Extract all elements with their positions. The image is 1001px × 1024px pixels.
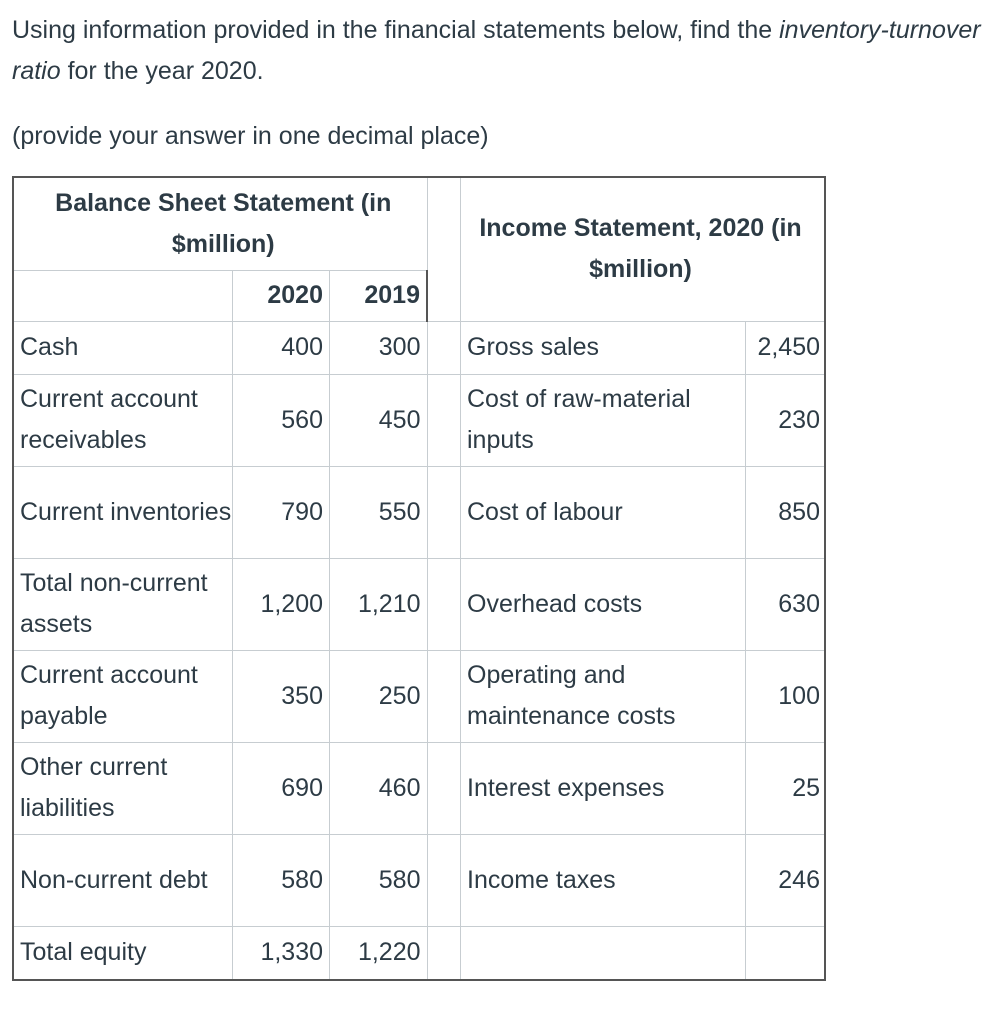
question-part2: for the year 2020. xyxy=(60,57,264,85)
table-row xyxy=(13,466,825,558)
is-value xyxy=(746,926,826,980)
bs-value-2019: 1,210 xyxy=(330,558,428,650)
spacer-cell xyxy=(427,834,461,926)
bs-label: Other current liabilities xyxy=(13,742,233,834)
bs-value-2020: 560 xyxy=(233,374,330,466)
bs-value-2019: 250 xyxy=(330,650,428,742)
bs-label: Total non-current assets xyxy=(13,558,233,650)
blank-header-cell xyxy=(13,270,233,321)
bs-value-2019: 300 xyxy=(330,321,428,374)
bs-value-2019: 450 xyxy=(330,374,428,466)
table-row xyxy=(13,834,825,926)
is-value: 630 xyxy=(746,558,826,650)
is-value: 850 xyxy=(746,466,826,558)
bs-value-2020: 790 xyxy=(233,466,330,558)
table-row xyxy=(13,926,825,980)
bs-label: Non-current debt xyxy=(13,834,233,926)
spacer-cell xyxy=(427,742,461,834)
spacer-cell xyxy=(427,650,461,742)
bs-label: Current account receivables xyxy=(13,374,233,466)
is-value: 246 xyxy=(746,834,826,926)
bs-value-2020: 1,330 xyxy=(233,926,330,980)
is-label: Gross sales xyxy=(461,321,746,374)
bs-value-2019: 1,220 xyxy=(330,926,428,980)
financial-statements-table xyxy=(12,176,826,981)
spacer-cell xyxy=(427,321,461,374)
bs-value-2019: 550 xyxy=(330,466,428,558)
bs-label: Total equity xyxy=(13,926,233,980)
is-label: Interest expenses xyxy=(461,742,746,834)
spacer-cell xyxy=(427,374,461,466)
year-header-2020: 2020 xyxy=(233,270,330,321)
is-label: Overhead costs xyxy=(461,558,746,650)
is-label: Income taxes xyxy=(461,834,746,926)
table-title-row xyxy=(13,177,825,270)
income-statement-title: Income Statement, 2020 (in $million) xyxy=(461,177,826,321)
is-label: Cost of raw-material inputs xyxy=(461,374,746,466)
bs-label: Cash xyxy=(13,321,233,374)
table-row xyxy=(13,321,825,374)
table-row xyxy=(13,374,825,466)
is-label xyxy=(461,926,746,980)
spacer-cell xyxy=(427,558,461,650)
is-value: 2,450 xyxy=(746,321,826,374)
is-label: Cost of labour xyxy=(461,466,746,558)
spacer-cell xyxy=(427,466,461,558)
bs-value-2020: 1,200 xyxy=(233,558,330,650)
bs-value-2020: 400 xyxy=(233,321,330,374)
question-part1: Using information provided in the financial statements below, find the xyxy=(12,16,780,44)
bs-label: Current inventories xyxy=(13,466,233,558)
question-text xyxy=(12,10,997,92)
answer-instruction: (provide your answer in one decimal place) xyxy=(12,122,489,150)
table-row xyxy=(13,742,825,834)
table-row xyxy=(13,650,825,742)
bs-value-2020: 580 xyxy=(233,834,330,926)
is-value: 100 xyxy=(746,650,826,742)
bs-value-2019: 460 xyxy=(330,742,428,834)
bs-value-2020: 690 xyxy=(233,742,330,834)
table-row xyxy=(13,558,825,650)
is-value: 25 xyxy=(746,742,826,834)
question-emphasis: inventory-turnover ratio xyxy=(12,16,981,85)
spacer-cell xyxy=(427,177,461,321)
spacer-cell xyxy=(427,926,461,980)
balance-sheet-title: Balance Sheet Statement (in $million) xyxy=(13,177,427,270)
is-label: Operating and maintenance costs xyxy=(461,650,746,742)
bs-value-2019: 580 xyxy=(330,834,428,926)
bs-value-2020: 350 xyxy=(233,650,330,742)
year-header-2019: 2019 xyxy=(330,270,428,321)
is-value: 230 xyxy=(746,374,826,466)
bs-label: Current account payable xyxy=(13,650,233,742)
